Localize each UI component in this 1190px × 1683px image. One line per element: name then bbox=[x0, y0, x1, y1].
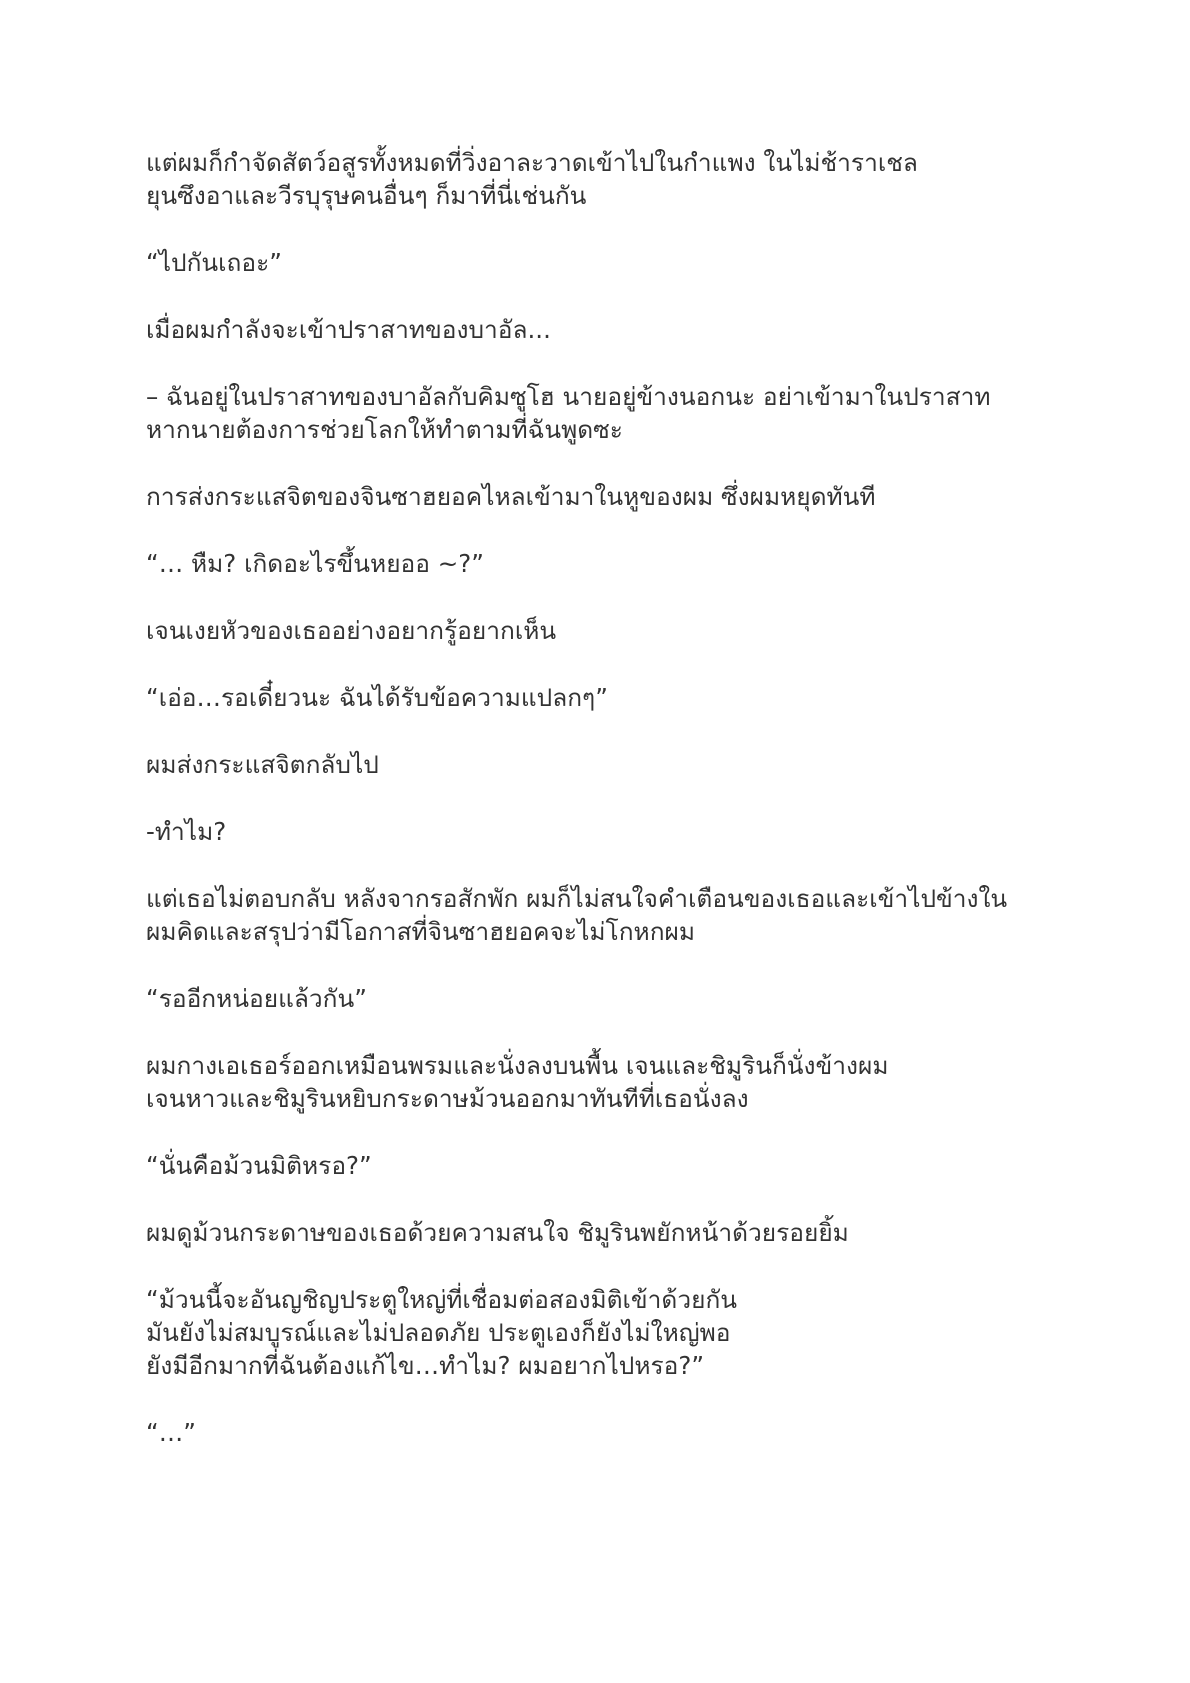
paragraph-9: ผมส่งกระแสจิตกลับไป bbox=[146, 750, 379, 779]
paragraph-6: “… หืม? เกิดอะไรขึ้นหยออ ~?” bbox=[146, 549, 484, 578]
paragraph-12: “รออีกหน่อยแล้วกัน” bbox=[146, 984, 367, 1013]
paragraph-15: ผมดูม้วนกระดาษของเธอด้วยความสนใจ ชิมูรินพยักหน้าด้วยรอยยิ้ม bbox=[146, 1218, 849, 1247]
paragraph-16: “ม้วนนี้จะอันญชิญประตูใหญ่ที่เชื่อมต่อสองมิติเข้าด้วยกัน มันยังไม่สมบูรณ์และไม่ปลอดภัย ประตูเองก็ยังไม่ใหญ่พอ ยังมีอีกมากที่ฉันต้องแก้ไข…ทำไม? ผมอยากไปหรอ?” bbox=[146, 1285, 738, 1380]
paragraph-4: – ฉันอยู่ในปราสาทของบาอัลกับคิมซูโฮ นายอยู่ข้างนอกนะ อย่าเข้ามาในปราสาท หากนายต้องการช่วยโลกให้ทำตามที่ฉันพูดซะ bbox=[146, 382, 991, 444]
paragraph-5: การส่งกระแสจิตของจินซาฮยอคไหลเข้ามาในหูของผม ซึ่งผมหยุดทันที bbox=[146, 482, 876, 511]
paragraph-13: ผมกางเอเธอร์ออกเหมือนพรมและนั่งลงบนพื้น เจนและชิมูรินก็นั่งข้างผม เจนหาวและชิมูรินหยิบกระดาษม้วนออกมาทันทีที่เธอนั่งลง bbox=[146, 1051, 889, 1113]
paragraph-8: “เอ่อ…รอเดี๋ยวนะ ฉันได้รับข้อความแปลกๆ” bbox=[146, 683, 608, 712]
paragraph-14: “นั่นคือม้วนมิติหรอ?” bbox=[146, 1151, 372, 1180]
paragraph-1: แต่ผมก็กำจัดสัตว์อสูรทั้งหมดที่วิ่งอาละวาดเข้าไปในกำแพง ในไม่ช้าราเชล ยุนซึงอาและวีรบุรุษคนอื่นๆ ก็มาที่นี่เช่นกัน bbox=[146, 148, 918, 210]
paragraph-3: เมื่อผมกำลังจะเข้าปราสาทของบาอัล... bbox=[146, 315, 551, 344]
paragraph-7: เจนเงยหัวของเธออย่างอยากรู้อยากเห็น bbox=[146, 616, 557, 645]
paragraph-11: แต่เธอไม่ตอบกลับ หลังจากรอสักพัก ผมก็ไม่สนใจคำเตือนของเธอและเข้าไปข้างใน ผมคิดและสรุปว่ามีโอกาสที่จินซาฮยอคจะไม่โกหกผม bbox=[146, 884, 1008, 946]
paragraph-17: “…” bbox=[146, 1418, 196, 1447]
paragraph-10: -ทำไม? bbox=[146, 817, 227, 846]
document-body bbox=[146, 146, 1046, 1449]
paragraph-2: “ไปกันเถอะ” bbox=[146, 248, 282, 277]
